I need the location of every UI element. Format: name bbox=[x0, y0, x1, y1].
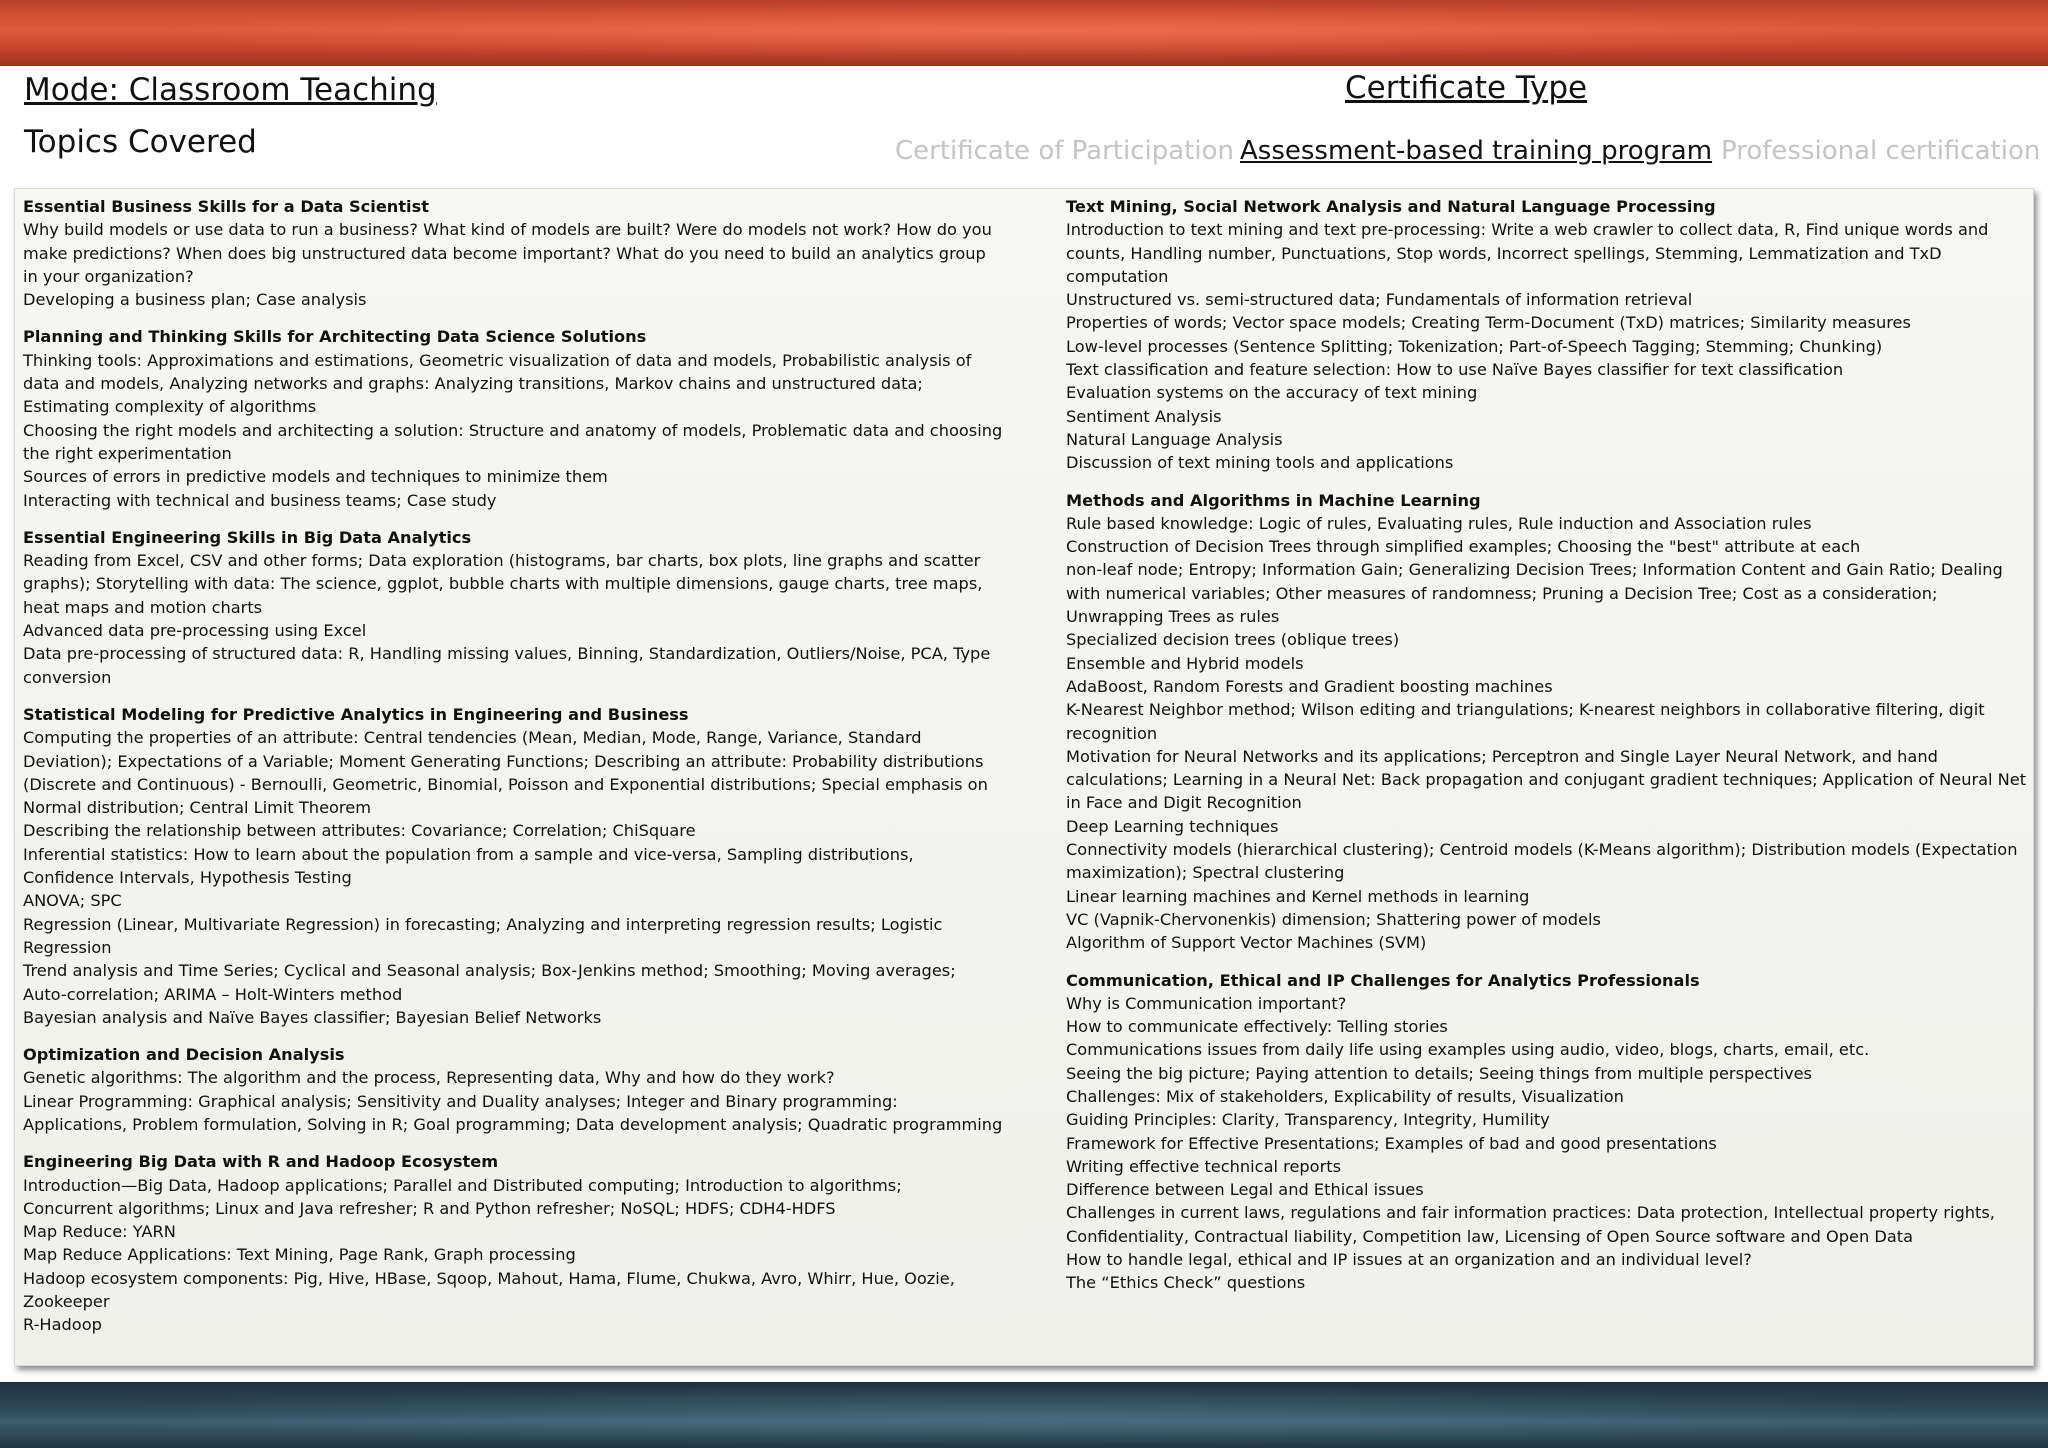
section-line: Hadoop ecosystem components: Pig, Hive, HBase, Sqoop, Mahout, Hama, Flume, Chukwa, Avro, Whirr, Hue, Oozie, Zookeeper bbox=[23, 1268, 955, 1312]
section-line: Sentiment Analysis bbox=[1066, 406, 1222, 426]
section-line: Why build models or use data to run a business? What kind of models are built? Were do models not work? How do you make predictions? When does big unstructured data become important? What do you need to build an analytics group in your organization? bbox=[23, 220, 992, 286]
section-line: Construction of Decision Trees through simplified examples; Choosing the "best" attribute at each bbox=[1066, 537, 1861, 557]
section-title: Essential Business Skills for a Data Scientist bbox=[23, 197, 429, 216]
top-banner bbox=[0, 0, 2048, 66]
topic-section bbox=[23, 1150, 1003, 1336]
section-line: The “Ethics Check” questions bbox=[1066, 1273, 1306, 1293]
right-topic-column bbox=[1066, 195, 2030, 1309]
topic-section bbox=[1066, 195, 2030, 475]
section-line: Describing the relationship between attributes: Covariance; Correlation; ChiSquare bbox=[23, 821, 696, 841]
certificate-option-participation: Certificate of Participation bbox=[895, 136, 1234, 166]
section-line: Properties of words; Vector space models; Creating Term-Document (TxD) matrices; Similarity measures bbox=[1066, 313, 1911, 333]
section-title: Methods and Algorithms in Machine Learning bbox=[1066, 490, 1481, 510]
section-line: Map Reduce: YARN bbox=[23, 1222, 176, 1242]
section-line: Algorithm of Support Vector Machines (SVM) bbox=[1066, 933, 1427, 953]
section-line: Genetic algorithms: The algorithm and the process, Representing data, Why and how do they work? bbox=[23, 1068, 835, 1088]
section-line: Communications issues from daily life using examples using audio, video, blogs, charts, email, etc. bbox=[1066, 1040, 1870, 1060]
section-line: Rule based knowledge: Logic of rules, Evaluating rules, Rule induction and Association rules bbox=[1066, 513, 1812, 533]
section-title: Statistical Modeling for Predictive Analytics in Engineering and Business bbox=[23, 704, 689, 724]
section-line: Thinking tools: Approximations and estimations, Geometric visualization of data and models, Probabilistic analysis of data and models, Analyzing networks and graphs: Analyzing transitions, Markov chains and unstructured data; Estimating complexity of algorithms bbox=[23, 350, 972, 417]
section-line: Specialized decision trees (oblique trees) bbox=[1066, 630, 1400, 650]
section-title: Text Mining, Social Network Analysis and Natural Language Processing bbox=[1066, 197, 1716, 216]
left-topic-column bbox=[23, 195, 1003, 1351]
topics-covered-title: Topics Covered bbox=[24, 124, 257, 160]
section-line: Concurrent algorithms; Linux and Java refresher; R and Python refresher; NoSQL; HDFS; CDH4-HDFS bbox=[23, 1198, 836, 1218]
section-title: Communication, Ethical and IP Challenges for Analytics Professionals bbox=[1066, 970, 1700, 990]
section-line: Computing the properties of an attribute: Central tendencies (Mean, Median, Mode, Range, Variance, Standard Deviation); Expectations of a Variable; Moment Generating Functions; Describing an attribute: Probability distributions (Discrete and Continuous) - Bernoulli, Geometric, Binomial, Poisson and Exponential distributions; Special emphasis on Normal distribution; Central Limit Theorem bbox=[23, 728, 988, 818]
certificate-option-professional: Professional certification bbox=[1721, 136, 2041, 166]
section-line: Reading from Excel, CSV and other forms; Data exploration (histograms, bar charts, box plots, line graphs and scatter graphs); Storytelling with data: The science, ggplot, bubble charts with multiple dimensions, gauge charts, tree maps, heat maps and motion charts bbox=[23, 551, 983, 617]
section-line: Low-level processes (Sentence Splitting; Tokenization; Part-of-Speech Tagging; Stemming; Chunking) bbox=[1066, 336, 1883, 356]
section-line: Difference between Legal and Ethical issues bbox=[1066, 1180, 1424, 1200]
section-line: How to communicate effectively: Telling stories bbox=[1066, 1017, 1448, 1037]
section-line: Challenges: Mix of stakeholders, Explicability of results, Visualization bbox=[1066, 1086, 1624, 1106]
bottom-banner bbox=[0, 1382, 2048, 1448]
topic-section bbox=[23, 526, 1003, 689]
topics-panel bbox=[14, 188, 2034, 1366]
section-title: Engineering Big Data with R and Hadoop Ecosystem bbox=[23, 1152, 499, 1172]
section-line: ANOVA; SPC bbox=[23, 891, 122, 911]
section-line: K-Nearest Neighbor method; Wilson editing and triangulations; K-nearest neighbors in collaborative filtering, digit recognition bbox=[1066, 700, 1985, 743]
section-line: Map Reduce Applications: Text Mining, Page Rank, Graph processing bbox=[23, 1245, 576, 1265]
section-line: Introduction to text mining and text pre-processing: Write a web crawler to collect data, R, Find unique words and counts, Handling number, Punctuations, Stop words, Incorrect spellings, Stemming, Lemmatization and TxD computation bbox=[1066, 220, 1989, 286]
certificate-option-assessment: Assessment-based training program bbox=[1240, 136, 1713, 166]
section-line: Text classification and feature selection: How to use Naïve Bayes classifier for text classification bbox=[1066, 360, 1844, 380]
section-line: Why is Communication important? bbox=[1066, 993, 1347, 1013]
section-title: Optimization and Decision Analysis bbox=[23, 1045, 345, 1065]
section-line: Connectivity models (hierarchical clustering); Centroid models (K-Means algorithm); Distribution models (Expectation maximization); Spectral clustering bbox=[1066, 840, 2018, 883]
section-line: Inferential statistics: How to learn about the population from a sample and vice-versa, Sampling distributions, Confidence Intervals, Hypothesis Testing bbox=[23, 844, 914, 888]
section-line: Data pre-processing of structured data: R, Handling missing values, Binning, Standardization, Outliers/Noise, PCA, Type conversion bbox=[23, 644, 991, 687]
section-line: Motivation for Neural Networks and its applications; Perceptron and Single Layer Neural Network, and hand calculations; Learning in a Neural Net: Back propagation and conjugant gradient techniques; Application of Neural Net in Face and Digit Recognition bbox=[1066, 746, 2027, 813]
section-line: Deep Learning techniques bbox=[1066, 816, 1279, 836]
section-line: Challenges in current laws, regulations and fair information practices: Data protection, Intellectual property rights, Confidentiality, Contractual liability, Competition law, Licensing of Open Source software and Open Data bbox=[1066, 1203, 1995, 1246]
section-line: Discussion of text mining tools and applications bbox=[1066, 453, 1454, 473]
topic-section bbox=[23, 1043, 1003, 1136]
section-line: Choosing the right models and architecting a solution: Structure and anatomy of models, Problematic data and choosing the right experimentation bbox=[23, 420, 1003, 463]
section-line: Unstructured vs. semi-structured data; Fundamentals of information retrieval bbox=[1066, 290, 1693, 310]
topic-section bbox=[23, 195, 1003, 311]
section-line: Ensemble and Hybrid models bbox=[1066, 653, 1304, 673]
section-line: Linear learning machines and Kernel methods in learning bbox=[1066, 886, 1530, 906]
section-line: Developing a business plan; Case analysis bbox=[23, 290, 367, 310]
section-line: VC (Vapnik-Chervonenkis) dimension; Shattering power of models bbox=[1066, 909, 1601, 929]
section-line: Sources of errors in predictive models and techniques to minimize them bbox=[23, 467, 608, 487]
section-line: Natural Language Analysis bbox=[1066, 429, 1283, 449]
section-line: Writing effective technical reports bbox=[1066, 1156, 1342, 1176]
section-line: Regression (Linear, Multivariate Regression) in forecasting; Analyzing and interpreting regression results; Logistic Regression bbox=[23, 914, 943, 957]
topic-section bbox=[23, 703, 1003, 1029]
mode-title: Mode: Classroom Teaching bbox=[24, 72, 437, 108]
section-title: Planning and Thinking Skills for Architecting Data Science Solutions bbox=[23, 327, 647, 347]
section-line: Advanced data pre-processing using Excel bbox=[23, 621, 367, 641]
section-line: Trend analysis and Time Series; Cyclical and Seasonal analysis; Box-Jenkins method; Smoothing; Moving averages; Auto-correlation; ARIMA – Holt-Winters method bbox=[23, 961, 956, 1004]
section-line: Guiding Principles: Clarity, Transparency, Integrity, Humility bbox=[1066, 1110, 1550, 1130]
section-title: Essential Engineering Skills in Big Data Analytics bbox=[23, 527, 472, 547]
section-line: Framework for Effective Presentations; Examples of bad and good presentations bbox=[1066, 1133, 1717, 1153]
topic-section bbox=[1066, 969, 2030, 1295]
topic-section bbox=[1066, 489, 2030, 955]
section-line: Seeing the big picture; Paying attention to details; Seeing things from multiple perspectives bbox=[1066, 1063, 1812, 1083]
section-line: non-leaf node; Entropy; Information Gain; Generalizing Decision Trees; Information Content and Gain Ratio; Dealing with numerical variables; Other measures of randomness; Pruning a Decision Tree; Cost as a consideration; Unwrapping Trees as rules bbox=[1066, 560, 2003, 627]
section-line: Introduction—Big Data, Hadoop applications; Parallel and Distributed computing; Introduction to algorithms; bbox=[23, 1175, 902, 1195]
section-line: AdaBoost, Random Forests and Gradient boosting machines bbox=[1066, 676, 1553, 696]
topic-section bbox=[23, 325, 1003, 511]
section-line: R-Hadoop bbox=[23, 1315, 102, 1335]
section-line: Linear Programming: Graphical analysis; Sensitivity and Duality analyses; Integer and Binary programming: Applications, Problem formulation, Solving in R; Goal programming; Data development analysis; Quadratic programming bbox=[23, 1091, 1003, 1134]
section-line: How to handle legal, ethical and IP issues at an organization and an individual level? bbox=[1066, 1250, 1752, 1270]
section-line: Bayesian analysis and Naïve Bayes classifier; Bayesian Belief Networks bbox=[23, 1007, 602, 1027]
certificate-type-heading: Certificate Type bbox=[1345, 70, 1588, 106]
section-line: Evaluation systems on the accuracy of text mining bbox=[1066, 383, 1478, 403]
section-line: Interacting with technical and business teams; Case study bbox=[23, 490, 497, 510]
